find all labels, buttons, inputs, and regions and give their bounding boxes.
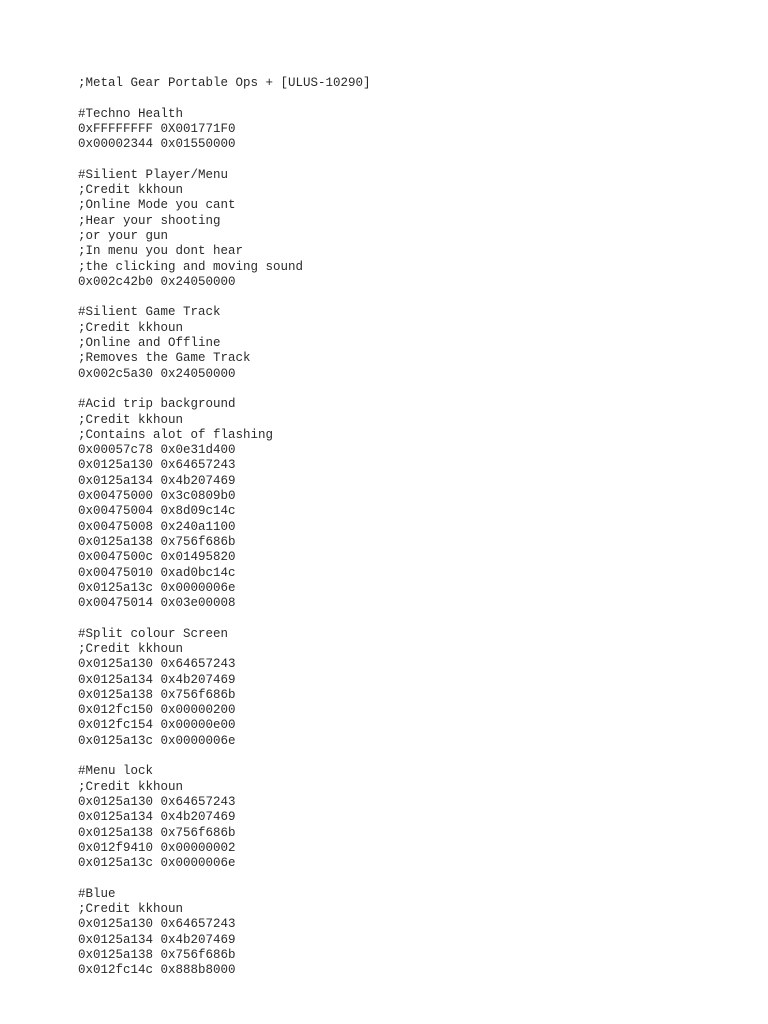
code-line: 0x0125a130 0x64657243 bbox=[78, 458, 236, 473]
code-line: 0x012f9410 0x00000002 bbox=[78, 840, 236, 855]
comment-line: ;or your gun bbox=[78, 228, 169, 243]
comment-line: ;Credit kkhoun bbox=[78, 320, 184, 335]
code-line: 0x0125a134 0x4b207469 bbox=[78, 672, 236, 687]
code-line: 0x00475008 0x240a1100 bbox=[78, 519, 236, 534]
section-heading: #Techno Health bbox=[78, 106, 184, 121]
code-line: 0x0125a134 0x4b207469 bbox=[78, 810, 236, 825]
code-line: 0x00475010 0xad0bc14c bbox=[78, 565, 236, 580]
code-line: 0x0125a130 0x64657243 bbox=[78, 657, 236, 672]
code-line: 0x00475000 0x3c0809b0 bbox=[78, 489, 236, 504]
code-line: 0x0125a134 0x4b207469 bbox=[78, 473, 236, 488]
comment-line: ;Contains alot of flashing bbox=[78, 427, 274, 442]
code-line: 0x0125a130 0x64657243 bbox=[78, 794, 236, 809]
blank-line bbox=[78, 611, 748, 626]
blank-line bbox=[78, 152, 748, 167]
comment-line: ;In menu you dont hear bbox=[78, 244, 244, 259]
code-line: 0x0125a138 0x756f686b bbox=[78, 534, 236, 549]
code-line: 0x012fc154 0x00000e00 bbox=[78, 718, 236, 733]
blank-line bbox=[78, 382, 748, 397]
code-line: 0x0047500c 0x01495820 bbox=[78, 550, 236, 565]
code-line: 0x0125a130 0x64657243 bbox=[78, 917, 236, 932]
code-line: 0x0125a138 0x756f686b bbox=[78, 947, 236, 962]
comment-line: ;Hear your shooting bbox=[78, 213, 221, 228]
comment-line: ;Metal Gear Portable Ops + [ULUS-10290] bbox=[78, 76, 371, 90]
section-heading: #Silient Game Track bbox=[78, 305, 221, 320]
comment-line: ;Credit kkhoun bbox=[78, 641, 184, 656]
code-line: 0x0125a134 0x4b207469 bbox=[78, 932, 236, 947]
code-line: 0x0125a13c 0x0000006e bbox=[78, 856, 236, 871]
comment-line: ;the clicking and moving sound bbox=[78, 259, 304, 274]
code-line: 0x0125a138 0x756f686b bbox=[78, 825, 236, 840]
code-line: 0x00475014 0x03e00008 bbox=[78, 596, 236, 611]
code-line: 0x00057c78 0x0e31d400 bbox=[78, 443, 236, 458]
section-heading: #Blue bbox=[78, 886, 116, 901]
code-line: 0x002c42b0 0x24050000 bbox=[78, 274, 236, 289]
comment-line: ;Removes the Game Track bbox=[78, 351, 251, 366]
comment-line: ;Credit kkhoun bbox=[78, 412, 184, 427]
section-heading: #Split colour Screen bbox=[78, 626, 229, 641]
comment-line: ;Online Mode you cant bbox=[78, 198, 236, 213]
code-line: 0x00475004 0x8d09c14c bbox=[78, 504, 236, 519]
code-line: 0x002c5a30 0x24050000 bbox=[78, 366, 236, 381]
blank-line bbox=[78, 871, 748, 886]
code-line: 0x0125a13c 0x0000006e bbox=[78, 580, 236, 595]
comment-line: ;Credit kkhoun bbox=[78, 902, 184, 917]
section-heading: #Menu lock bbox=[78, 764, 154, 779]
comment-line: ;Credit kkhoun bbox=[78, 183, 184, 198]
code-line: 0x00002344 0x01550000 bbox=[78, 137, 236, 152]
code-line: 0x012fc150 0x00000200 bbox=[78, 703, 236, 718]
code-line: 0x012fc14c 0x888b8000 bbox=[78, 963, 236, 978]
section-heading: #Acid trip background bbox=[78, 397, 236, 412]
comment-line: ;Online and Offline bbox=[78, 336, 221, 351]
section-heading: #Silient Player/Menu bbox=[78, 167, 229, 182]
blank-line bbox=[78, 91, 748, 106]
blank-line bbox=[78, 290, 748, 305]
code-line: 0x0125a138 0x756f686b bbox=[78, 687, 236, 702]
blank-line bbox=[78, 749, 748, 764]
code-line: 0x0125a13c 0x0000006e bbox=[78, 733, 236, 748]
document-text bbox=[78, 76, 748, 979]
code-line: 0xFFFFFFFF 0X001771F0 bbox=[78, 121, 236, 136]
comment-line: ;Credit kkhoun bbox=[78, 779, 184, 794]
